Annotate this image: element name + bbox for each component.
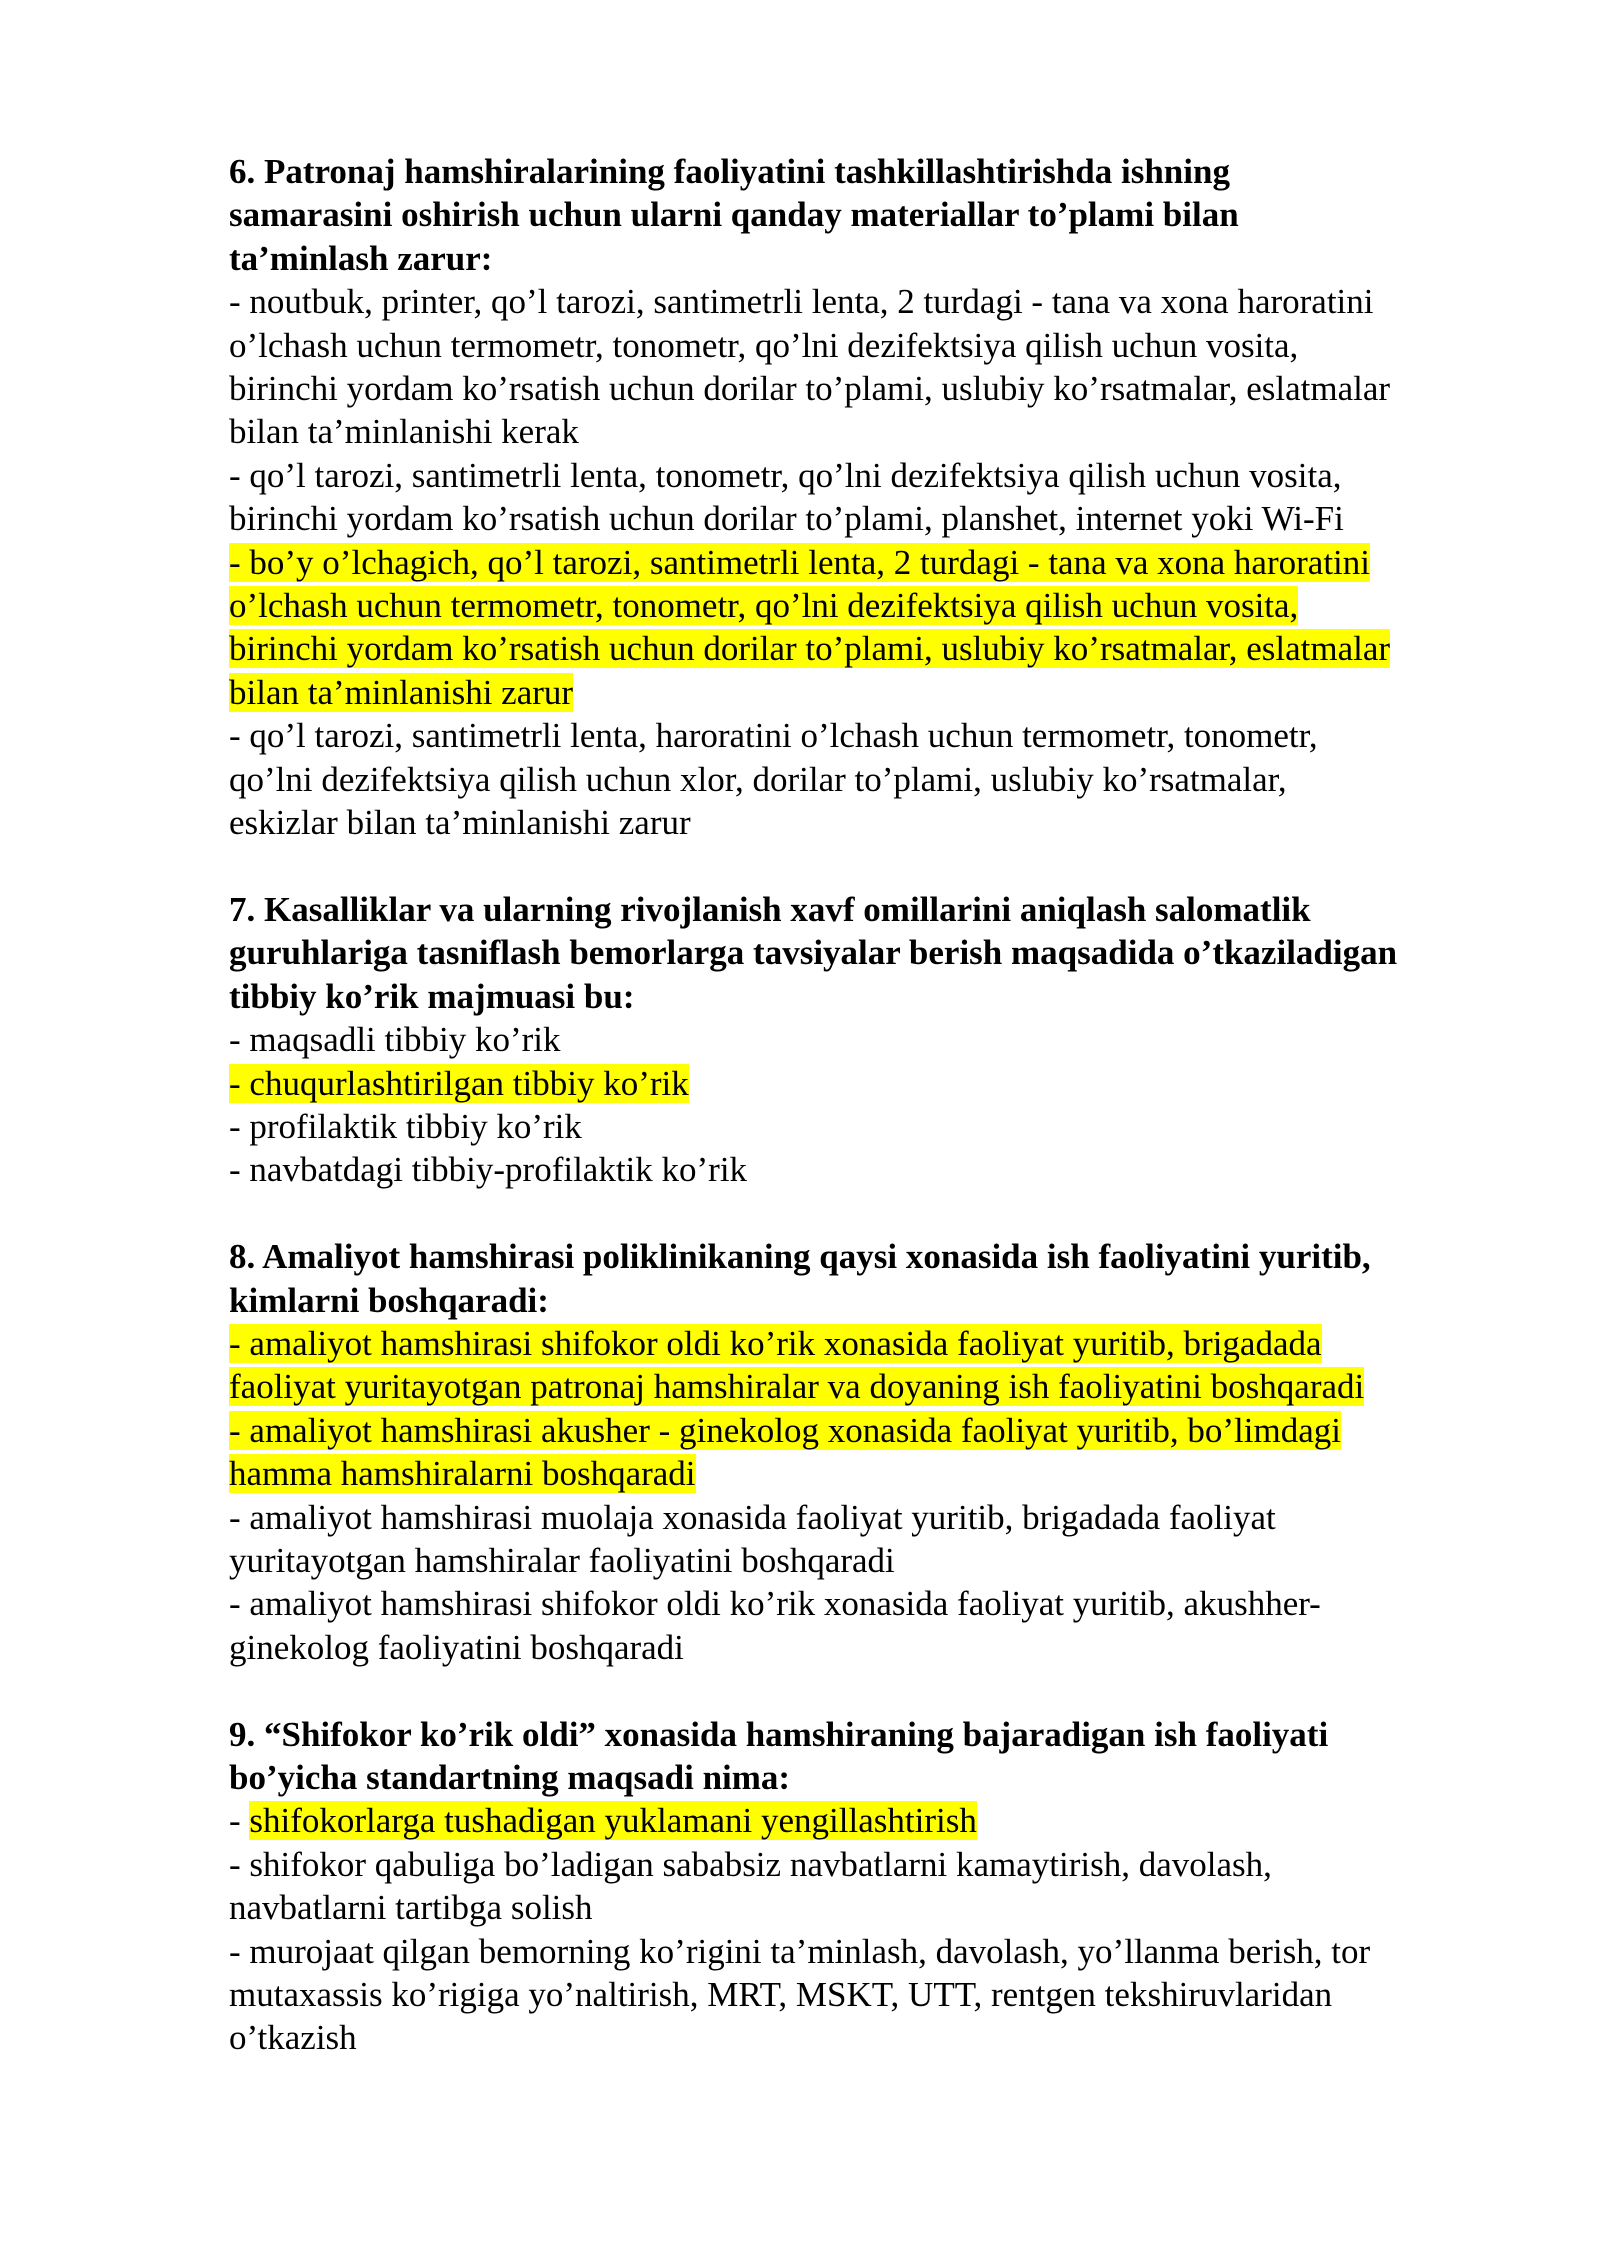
answer-option-text: eskizlar bilan ta’minlanishi zarur (229, 803, 691, 843)
question-text-line: 9. “Shifokor ko’rik oldi” xonasida hamshiraning bajaradigan ish faoliyati (229, 1714, 1329, 1754)
answer-option-line (229, 758, 1529, 801)
highlighted-answer-text: faoliyat yuritayotgan patronaj hamshiralar va doyaning ish faoliyatini boshqaradi (229, 1367, 1365, 1407)
answer-option-text: - profilaktik tibbiy ko’rik (229, 1106, 582, 1146)
answer-option-line (229, 1062, 1529, 1105)
question-text-line: kimlarni boshqaradi: (229, 1280, 549, 1320)
answer-option-text: - qo’l tarozi, santimetrli lenta, haroratini o’lchash uchun termometr, tonometr, (229, 716, 1318, 756)
highlighted-answer-text: - bo’y o’lchagich, qo’l tarozi, santimetrli lenta, 2 turdagi - tana va xona haroratini (229, 542, 1370, 582)
answer-option-line (229, 1886, 1529, 1929)
answer-option-line (229, 454, 1529, 497)
question-block (229, 1713, 1529, 2060)
answer-option-line (229, 1496, 1529, 1539)
answer-option-line (229, 1799, 1529, 1842)
answer-option-line (229, 410, 1529, 453)
answer-option-line (229, 1626, 1529, 1669)
question-text-line: samarasini oshirish uchun ularni qanday materiallar to’plami bilan (229, 195, 1239, 235)
question-text-line: bo’yicha standartning maqsadi nima: (229, 1757, 791, 1797)
answer-option-line (229, 627, 1529, 670)
answer-option-line (229, 1322, 1529, 1365)
highlighted-answer-text: - chuqurlashtirilgan tibbiy ko’rik (229, 1063, 689, 1103)
answer-option-text: - amaliyot hamshirasi shifokor oldi ko’rik xonasida faoliyat yuritib, akushher- (229, 1584, 1321, 1624)
answer-option-line (229, 367, 1529, 410)
answer-option-text: - qo’l tarozi, santimetrli lenta, tonometr, qo’lni dezifektsiya qilish uchun vosita, (229, 455, 1342, 495)
answer-option-line (229, 497, 1529, 540)
answer-option-text: mutaxassis ko’rigiga yo’naltirish, MRT, MSKT, UTT, rentgen tekshiruvlaridan (229, 1975, 1333, 2015)
answer-option-text: o’tkazish (229, 2018, 357, 2058)
question-text-line: 7. Kasalliklar va ularning rivojlanish xavf omillarini aniqlash salomatlik (229, 889, 1311, 929)
answer-option-line (229, 324, 1529, 367)
document-content (229, 150, 1529, 2060)
question-block (229, 150, 1529, 845)
highlighted-answer-text: - amaliyot hamshirasi shifokor oldi ko’rik xonasida faoliyat yuritib, brigadada (229, 1323, 1322, 1363)
answer-option-line (229, 1148, 1529, 1191)
answer-option-line (229, 714, 1529, 757)
answer-option-text: - shifokor qabuliga bo’ladigan sababsiz navbatlarni kamaytirish, davolash, (229, 1844, 1272, 1884)
answer-option-text: bilan ta’minlanishi kerak (229, 412, 579, 452)
question-text-line: 8. Amaliyot hamshirasi poliklinikaning qaysi xonasida ish faoliyatini yuritib, (229, 1237, 1371, 1277)
answer-option-line (229, 1582, 1529, 1625)
answer-option-line (229, 1973, 1529, 2016)
answer-option-text: - noutbuk, printer, qo’l tarozi, santimetrli lenta, 2 turdagi - tana va xona haroratini (229, 282, 1374, 322)
answer-option-line (229, 1409, 1529, 1452)
answer-option-line (229, 280, 1529, 323)
answer-option-text: yuritayotgan hamshiralar faoliyatini boshqaradi (229, 1540, 895, 1580)
answer-option-text: o’lchash uchun termometr, tonometr, qo’lni dezifektsiya qilish uchun vosita, (229, 325, 1299, 365)
highlighted-answer-text: o’lchash uchun termometr, tonometr, qo’lni dezifektsiya qilish uchun vosita, (229, 586, 1299, 626)
answer-option-line (229, 1452, 1529, 1495)
answer-option-line (229, 1930, 1529, 1973)
answer-option-line (229, 801, 1529, 844)
question-text-line: 6. Patronaj hamshiralarining faoliyatini tashkillashtirishda ishning (229, 152, 1230, 191)
answer-option-text: - murojaat qilgan bemorning ko’rigini ta’minlash, davolash, yo’llanma berish, tor (229, 1931, 1371, 1971)
answer-option-text: - navbatdagi tibbiy-profilaktik ko’rik (229, 1150, 748, 1190)
question-block (229, 888, 1529, 1192)
highlighted-answer-text: shifokorlarga tushadigan yuklamani yengillashtirish (249, 1801, 977, 1841)
highlighted-answer-text: bilan ta’minlanishi zarur (229, 672, 574, 712)
answer-option-line (229, 584, 1529, 627)
answer-option-line (229, 1105, 1529, 1148)
question-text-line: tibbiy ko’rik majmuasi bu: (229, 976, 635, 1016)
answer-option-text: - maqsadli tibbiy ko’rik (229, 1020, 561, 1060)
highlighted-answer-text: birinchi yordam ko’rsatish uchun dorilar to’plami, uslubiy ko’rsatmalar, eslatmalar (229, 629, 1391, 669)
answer-option-text: birinchi yordam ko’rsatish uchun dorilar to’plami, planshet, internet yoki Wi-Fi (229, 499, 1344, 539)
question-text-line: ta’minlash zarur: (229, 238, 493, 278)
highlighted-answer-text: hamma hamshiralarni boshqaradi (229, 1454, 696, 1494)
answer-option-text: navbatlarni tartibga solish (229, 1888, 593, 1928)
answer-option-line (229, 671, 1529, 714)
answer-option-line (229, 1843, 1529, 1886)
answer-option-text: birinchi yordam ko’rsatish uchun dorilar to’plami, uslubiy ko’rsatmalar, eslatmalar (229, 369, 1391, 409)
question-block (229, 1235, 1529, 1669)
answer-option-line (229, 2016, 1529, 2059)
answer-option-line (229, 541, 1529, 584)
answer-option-text: qo’lni dezifektsiya qilish uchun xlor, dorilar to’plami, uslubiy ko’rsatmalar, (229, 759, 1287, 799)
answer-option-line (229, 1018, 1529, 1061)
answer-option-line (229, 1539, 1529, 1582)
answer-option-text: - amaliyot hamshirasi muolaja xonasida faoliyat yuritib, brigadada faoliyat (229, 1497, 1276, 1537)
answer-option-line (229, 1365, 1529, 1408)
highlighted-answer-text: - amaliyot hamshirasi akusher - ginekolog xonasida faoliyat yuritib, bo’limdagi (229, 1410, 1341, 1450)
answer-option-prefix: - (229, 1801, 250, 1841)
question-text-line: guruhlariga tasniflash bemorlarga tavsiyalar berish maqsadida o’tkaziladigan (229, 933, 1398, 973)
answer-option-text: ginekolog faoliyatini boshqaradi (229, 1627, 684, 1667)
